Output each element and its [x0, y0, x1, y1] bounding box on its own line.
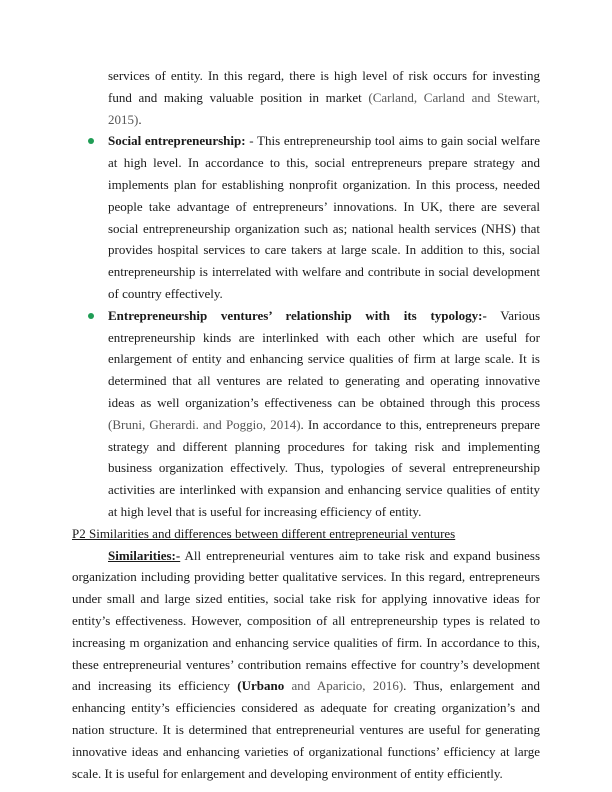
text-segment: P2 Similarities and differences between different entrepreneurial ventures	[72, 525, 456, 541]
text-segment: (Carland, Carland and Stewart, 2015)	[108, 89, 540, 127]
paragraph-continuation	[108, 65, 540, 130]
text-segment: All entrepreneurial ventures aim to take risk and expand business organization including providing better qualitative services. In this regard, entrepreneurs under small and large sized entities, social take risk for applying innovative ideas for entity’s effectiveness. However, composition of all entrepreneurship types is related to increasing m organization and enhancing service qualities of firm. In accordance to this, these entrepreneurial ventures’ contribution remains effective for country’s development and increasing its efficiency	[72, 547, 540, 694]
text-segment: Various entrepreneurship kinds are interlinked with each other which are useful for enlargement of entity and enhancing service qualities of firm at large scale. It is determined that all ventures are related to generating and operating innovative ideas as well organization’s effectiveness can be obtained through this process	[108, 307, 540, 410]
text-segment: Social entrepreneurship:	[108, 133, 246, 149]
text-segment: (Bruni, Gherardi. and Poggio, 2014)	[108, 416, 301, 432]
text-segment: and Aparicio, 2016)	[284, 678, 404, 694]
text-segment: services of entity. In this regard, there is high level of risk occurs for investing fund and making valuable position in market	[108, 68, 540, 105]
bullet-item-text	[108, 308, 540, 519]
text-segment: . In accordance to this, entrepreneurs prepare strategy and different planning procedures for taking risk and implementing business organization effectively. Thus, typologies of several entrepreneurship activities are interlinked with expansion and enhancing service qualities of entity at high level that is useful for increasing efficiency of entity.	[108, 416, 540, 519]
bullet-item-ventures-typology	[108, 305, 540, 523]
text-segment: .	[138, 111, 142, 127]
text-segment: Entrepreneurship ventures’ relationship with its typology:-	[108, 307, 487, 323]
bullet-item-text	[108, 133, 540, 301]
bullet-item-social-entrepreneurship	[108, 130, 540, 304]
section-heading-p2-similarities	[72, 523, 540, 545]
text-segment: Similarities:-	[108, 547, 181, 563]
text-segment: (Urbano	[237, 678, 285, 694]
text-segment: . Thus, enlargement and enhancing entity’s efficiencies considered as adequate for creating organization’s and nation structure. It is determined that entrepreneurial ventures are useful for generating innovative ideas and enhancing varieties of organizational functions’ efficiency at large scale. It is useful for enlargement and developing environment of entity efficiently.	[72, 678, 541, 781]
bullet-list	[72, 130, 540, 522]
text-segment: - This entrepreneurship tool aims to gain social welfare at high level. In accordance to this, social entrepreneurs prepare strategy and implements plan for establishing nonprofit organization. In this process, needed people take advantage of entrepreneurs’ innovations. In UK, there are several social entrepreneurship organization such as; national health services (NHS) that provides hospital services to care takers at large scale. In addition to this, social entrepreneurship is interrelated with welfare and contribute in social development of country effectively.	[108, 133, 540, 301]
paragraph-similarities	[72, 545, 540, 785]
bullet-dot-icon	[88, 138, 94, 144]
bullet-dot-icon	[88, 313, 94, 319]
